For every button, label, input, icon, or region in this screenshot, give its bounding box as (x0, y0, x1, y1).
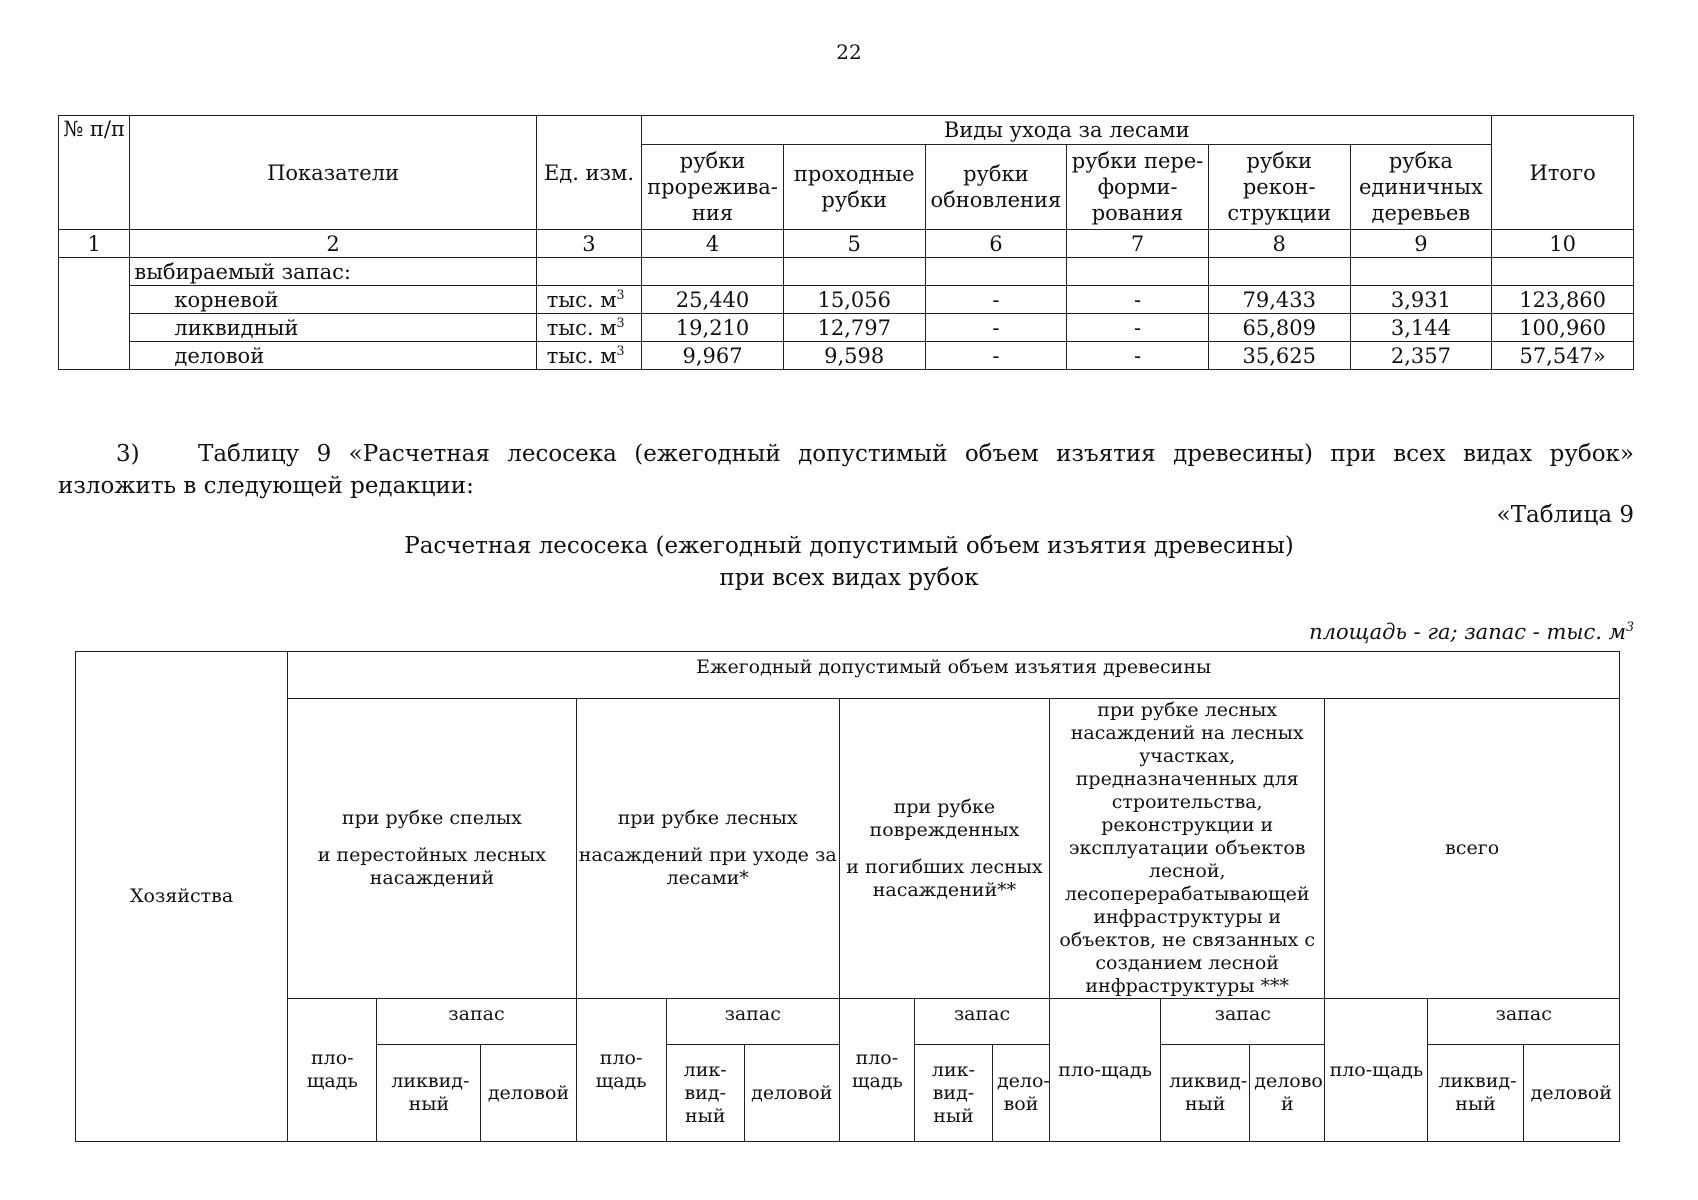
units-note: площадь - га; запас - тыс. $м^3$ (1309, 619, 1634, 644)
header-business: деловой (481, 1045, 576, 1142)
header-farms: Хозяйства (76, 652, 288, 1142)
table-label: «Таблица 9 (1496, 502, 1634, 528)
col-num: 4 (642, 230, 784, 258)
header-total: всего (1325, 699, 1620, 999)
row-unit: тыс. $м^3$ (536, 342, 641, 370)
header-renewal-cutting: рубки обновления (925, 145, 1067, 230)
header-infrastructure-plots: при рубке лесных насаждений на лесных участках, предназначенных для строительства, реконструкции и эксплуатации объектов лесной, лесоперерабатывающей инфраструктуры и объектов, не связанных с созданием лесной инфраструктуры *** (1050, 699, 1325, 999)
header-area: пло-щадь (1325, 999, 1428, 1142)
header-thinning: рубки прорежива-ния (642, 145, 784, 230)
header-mature-stands: при рубке спелых и перестойных лесных насаждений (288, 699, 576, 999)
cell: 57,547» (1492, 342, 1634, 370)
cell: 123,860 (1492, 286, 1634, 314)
header-single-tree-cutting: рубка единичных деревьев (1350, 145, 1492, 230)
cell: - (925, 286, 1067, 314)
col-num: 10 (1492, 230, 1634, 258)
care-table (58, 115, 1634, 370)
header-damaged-stands: при рубке поврежденных и погибших лесных насаждений** (839, 699, 1049, 999)
cell: 2,357 (1350, 342, 1492, 370)
row-unit: тыс. $м^3$ (536, 286, 641, 314)
header-business: деловой (1523, 1045, 1619, 1142)
table-title (0, 530, 1698, 594)
amendment-paragraph (58, 438, 1634, 502)
header-area: пло-щадь (288, 999, 377, 1142)
row-name: корневой (130, 286, 536, 314)
table-row (59, 342, 1634, 370)
table-title-line2: при всех видах рубок (719, 565, 979, 591)
cell: - (1067, 314, 1209, 342)
header-care-types: Виды ухода за лесами (642, 116, 1492, 145)
paragraph-number: 3) (116, 441, 140, 467)
allowable-cut-table (75, 651, 1620, 1142)
col-num: 9 (1350, 230, 1492, 258)
header-passage-cutting: проходные рубки (783, 145, 925, 230)
row-unit: тыс. $м^3$ (536, 314, 641, 342)
table-title-line1: Расчетная лесосека (ежегодный допустимый объем изъятия древесины) (404, 533, 1294, 559)
header-reformation-cutting: рубки пере-форми-рования (1067, 145, 1209, 230)
cell: 9,598 (783, 342, 925, 370)
cell: - (925, 314, 1067, 342)
col-num: 8 (1208, 230, 1350, 258)
header-stock: запас (1428, 999, 1620, 1045)
col-num: 1 (59, 230, 130, 258)
cell: 9,967 (642, 342, 784, 370)
row-name: ликвидный (130, 314, 536, 342)
header-liquid: ликвид-ный (1428, 1045, 1523, 1142)
header-business: делово й (1250, 1045, 1325, 1142)
header-stock: запас (666, 999, 839, 1045)
page-number: 22 (836, 40, 862, 64)
header-stock: запас (914, 999, 1049, 1045)
cell: - (1067, 286, 1209, 314)
row-num-cell (59, 258, 130, 370)
column-numbers-row (59, 230, 1634, 258)
cell: 25,440 (642, 286, 784, 314)
col-num: 2 (130, 230, 536, 258)
header-total: Итого (1492, 116, 1634, 230)
header-area: пло-щадь (839, 999, 914, 1142)
header-area: пло-щадь (576, 999, 666, 1142)
section-label: выбираемый запас: (130, 258, 536, 286)
header-stock: запас (1161, 999, 1325, 1045)
header-care-cutting: при рубке лесных насаждений при уходе за лесами* (576, 699, 839, 999)
cell: 3,144 (1350, 314, 1492, 342)
row-name: деловой (130, 342, 536, 370)
cell: 3,931 (1350, 286, 1492, 314)
cell: - (1067, 342, 1209, 370)
header-reconstruction-cutting: рубки рекон-струкции (1208, 145, 1350, 230)
header-unit: Ед. изм. (536, 116, 641, 230)
paragraph-text: Таблицу 9 «Расчетная лесосека (ежегодный допустимый объем изъятия древесины) при всех видах рубок» изложить в следующей редакции: (58, 441, 1634, 499)
col-num: 5 (783, 230, 925, 258)
cell: 15,056 (783, 286, 925, 314)
header-area: пло-щадь (1050, 999, 1161, 1142)
header-liquid: ликвид-ный (1161, 1045, 1250, 1142)
header-indicator: Показатели (130, 116, 536, 230)
header-liquid: лик-вид-ный (914, 1045, 992, 1142)
cell: 100,960 (1492, 314, 1634, 342)
cell: 79,433 (1208, 286, 1350, 314)
cell: 35,625 (1208, 342, 1350, 370)
header-business: деловой (744, 1045, 839, 1142)
header-annual-volume: Ежегодный допустимый объем изъятия древесины (288, 652, 1620, 699)
header-liquid: лик-вид-ный (666, 1045, 744, 1142)
cell: 65,809 (1208, 314, 1350, 342)
col-num: 6 (925, 230, 1067, 258)
cell: 12,797 (783, 314, 925, 342)
cell: - (925, 342, 1067, 370)
col-num: 3 (536, 230, 641, 258)
header-business: дело-вой (992, 1045, 1049, 1142)
header-liquid: ликвид-ный (377, 1045, 481, 1142)
table-row (59, 314, 1634, 342)
col-num: 7 (1067, 230, 1209, 258)
header-num: № п/п (59, 116, 130, 230)
table-row (59, 286, 1634, 314)
header-stock: запас (377, 999, 576, 1045)
cell: 19,210 (642, 314, 784, 342)
